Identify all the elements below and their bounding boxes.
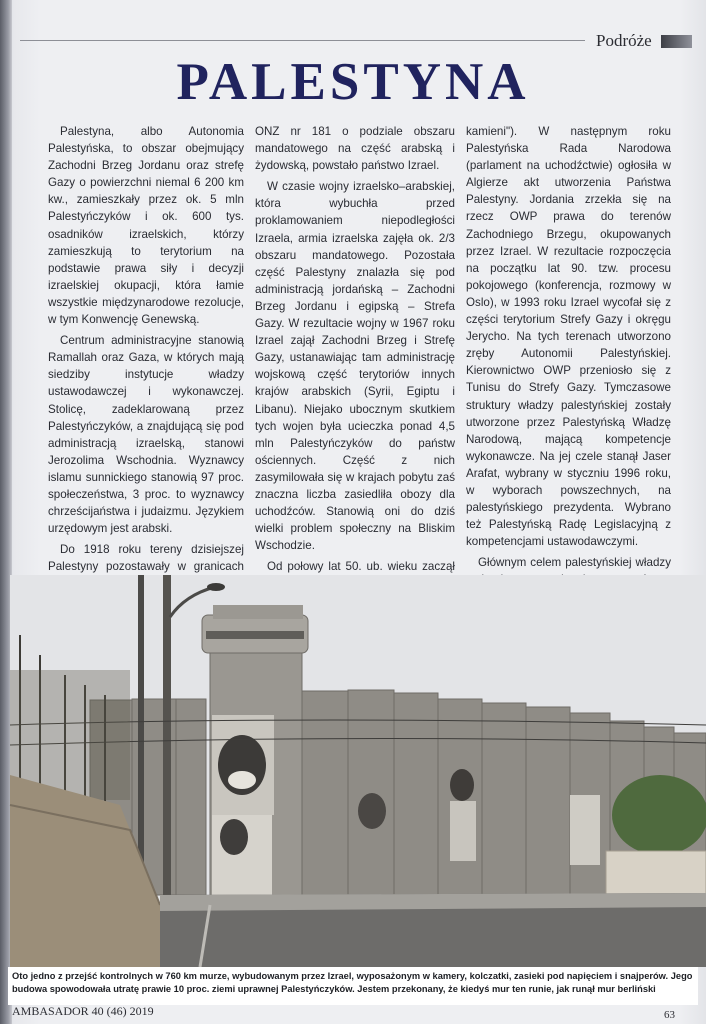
paragraph: Centrum administracyjne stanowią Ramallah oraz Gaza, w których mają siedziby instytucje władzy ustawodawczej i wykonawczej. Stolicę, zadeklarowaną przez Palestyńczyków, a znajdującą się pod administracją izraelską, stanowi Jerozolima Wschodnia. Wyznawcy islamu sunnickiego stanowią 97 proc. społeczeństwa, 3 proc. to wyznawcy chrześcijaństwa i judaizmu. Językiem urzędowym jest arabski. xyxy=(48,334,244,536)
paragraph: Głównym celem palestyńskiej władzy xyxy=(478,556,671,570)
text-column-1 xyxy=(48,123,244,578)
paragraph: W czasie wojny izraelsko–arabskiej, która wybuchła przed proklamowaniem niepodległości Izraela, armia izraelska zajęła ok. 2/3 obszaru mandatowego. Pozostała część Palestyny znalazła się pod administracją jordańską – Zachodni Brzeg Jordanu i egipską – Strefa Gazy. W rezultacie wojny w 1967 roku Izrael zajął Zachodni Brzeg i Strefę Gazy, ustanawiając tam administrację wojskową część terytoriów innych krajów arabskich (Syrii, Egiptu i Libanu). Niejako ubocznym skutkiem tych wojen była ucieczka ponad 4,5 mln Palestyńczyków do państw ościennych. Część z nich zasymilowała się w krajach pobytu zaś znaczna liczba zasiedliła obozy dla uchodźców. Stanowią oni do dziś wielki problem społeczny na Bliskim Wschodzie. xyxy=(255,180,455,553)
paragraph: Do 1918 roku tereny dzisiejszej Palestyny pozostawały w granicach xyxy=(48,543,244,574)
paragraph: Palestyna, albo Autonomia Palestyńska, to obszar obejmujący Zachodni Brzeg Jordanu oraz strefę Gazy o powierzchni niemal 6 200 km kw., zamieszkały przez ok. 5 mln Palestyńczyków i ok. 600 tys. osadników izraelskich, którzy zamieszkują to terytorium na podstawie prawa siły i decyzji izraelskiej okupacji, która łamie wszystkie międzynarodowe rezolucje, w tym Konwencję Genewską. xyxy=(48,125,244,327)
section-label: Podróże xyxy=(596,31,652,50)
section-marker xyxy=(661,35,692,48)
header-rule xyxy=(20,40,585,41)
paragraph: kamieni"). W następnym roku Palestyńska Rada Narodowa (parlament na uchodźctwie) ogłosiła w Algierze akt utworzenia Państwa Palestyny. Jordania zrzekła się na rzecz OWP prawa do terenów Zachodniego Brzegu, okupowanych przez Izrael. W rezultacie rozpoczęcia na początku lat 90. tzw. procesu pokojowego (konferencja, rozmowy w Oslo), w 1993 roku Izrael wycofał się z części terytorium Strefy Gazy i okręgu Jerycho. Na tych terenach utworzono zręby Autonomii Palestyńskiej. Kierownictwo OWP przeniosło się z Tunisu do Strefy Gazy. Tymczasowe struktury władzy palestyńskiej zostały utworzone przez Palestyńską Władzę Narodową, mającą kompetencje wykonawcze. Na jej czele stanął Jaser Arafat, wybrany w styczniu 1996 roku, w wyborach powszechnych, na palestyńskiego prezydenta. Wybrano też Palestyńską Radę Legislacyjną z kompetencjami ustawodawczymi. xyxy=(466,125,671,549)
article-title: PALESTYNA xyxy=(176,53,530,111)
paragraph: ONZ nr 181 o podziale obszaru mandatowego na część arabską i żydowską, powstało państwo Izrael. xyxy=(255,125,455,173)
page-number: 63 xyxy=(664,1009,675,1021)
magazine-issue: AMBASADOR 40 (46) 2019 xyxy=(12,1004,154,1018)
photo-caption: Oto jedno z przejść kontrolnych w 760 km murze, wybudowanym przez Izrael, wyposażonym w kamery, kolczatki, zasieki pod napięciem i snajperów. Jego budowa spowodowała utratę prawie 10 proc. ziemi uprawnej Palestyńczyków. Jestem przekonany, że kiedyś mur ten runie, jak runął mur berliński xyxy=(8,967,698,1005)
text-column-2 xyxy=(255,123,455,578)
paragraph: Od połowy lat 50. ub. wieku zaczął xyxy=(267,560,455,574)
separation-wall-photo xyxy=(10,575,706,967)
text-column-3 xyxy=(466,123,671,578)
